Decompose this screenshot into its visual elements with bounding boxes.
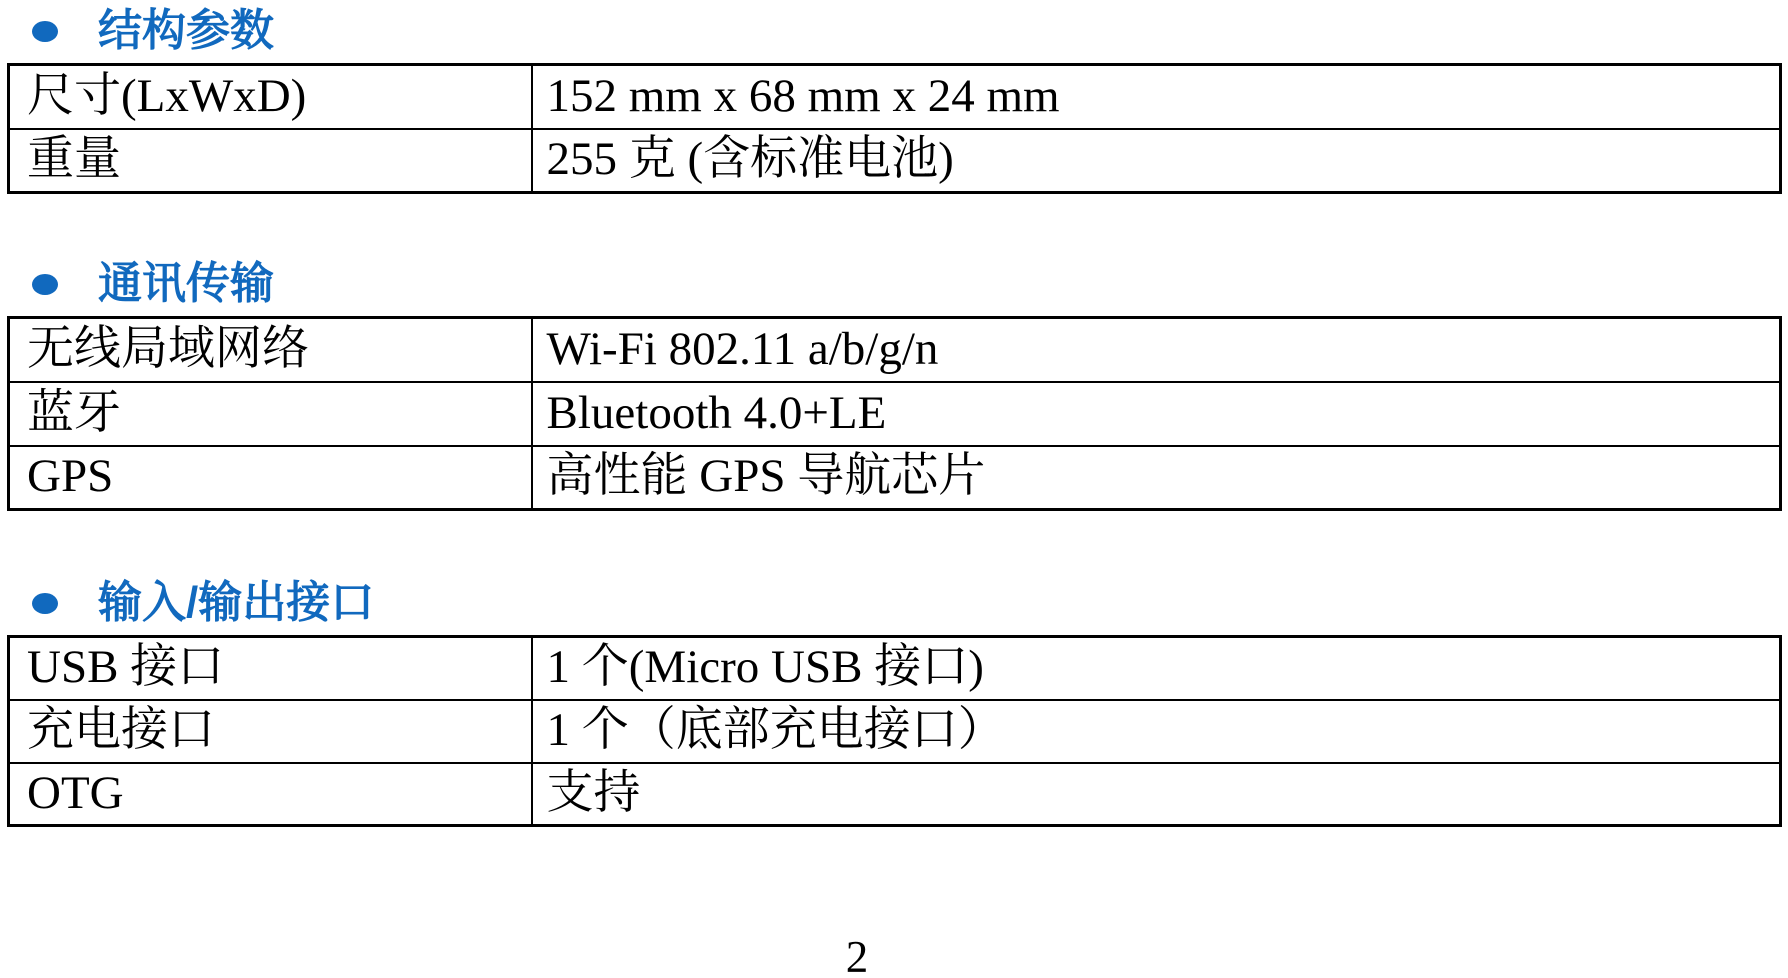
bullet-icon (32, 274, 58, 295)
spec-value: Bluetooth 4.0+LE (532, 382, 1781, 446)
spec-label: 尺寸(LxWxD) (9, 65, 532, 129)
section-header-structure (0, 6, 274, 56)
spec-label: 重量 (9, 129, 532, 193)
spec-value: 1 个(Micro USB 接口) (532, 637, 1781, 700)
spec-value: 255 克 (含标准电池) (532, 129, 1781, 193)
section-header-communication (0, 259, 274, 309)
spec-label: GPS (9, 446, 532, 510)
structure-spec-table (7, 63, 1782, 194)
table-row (9, 318, 1781, 382)
section-title: 通讯传输 (98, 259, 274, 308)
spec-label: 无线局域网络 (9, 318, 532, 382)
table-row (9, 763, 1781, 826)
table-row (9, 446, 1781, 510)
bullet-icon (32, 21, 58, 42)
spec-value: Wi-Fi 802.11 a/b/g/n (532, 318, 1781, 382)
spec-label: 蓝牙 (9, 382, 532, 446)
spec-value: 支持 (532, 763, 1781, 826)
section-header-io (0, 578, 374, 628)
table-row (9, 700, 1781, 763)
table-row (9, 382, 1781, 446)
table-row (9, 65, 1781, 129)
page-number: 2 (845, 932, 869, 978)
communication-spec-table (7, 316, 1782, 511)
spec-value: 152 mm x 68 mm x 24 mm (532, 65, 1781, 129)
io-spec-table (7, 635, 1782, 827)
section-title: 输入/输出接口 (98, 578, 375, 627)
section-title: 结构参数 (98, 6, 274, 55)
spec-value: 1 个（底部充电接口） (532, 700, 1781, 763)
spec-value: 高性能 GPS 导航芯片 (532, 446, 1781, 510)
spec-label: USB 接口 (9, 637, 532, 700)
table-row (9, 637, 1781, 700)
table-row (9, 129, 1781, 193)
bullet-icon (32, 593, 58, 614)
spec-label: OTG (9, 763, 532, 826)
spec-label: 充电接口 (9, 700, 532, 763)
